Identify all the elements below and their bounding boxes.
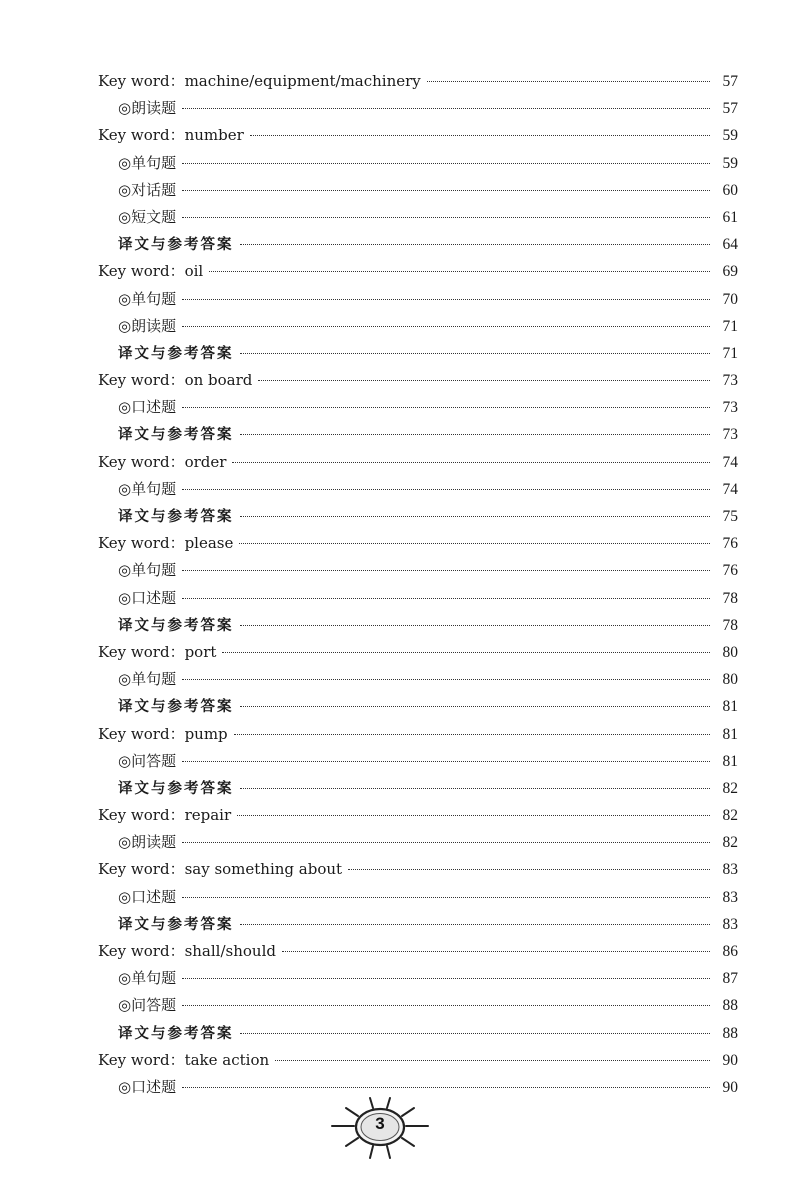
toc-subentry [98,666,738,693]
dot-leader [182,569,710,571]
toc-page-number: 88 [722,1024,738,1042]
toc-page-number: 71 [722,344,738,362]
dot-leader [182,406,710,408]
dot-leader [240,243,711,245]
toc-entry-label: ◎短文题 [118,207,177,226]
toc-keyword-entry [98,856,738,883]
toc-subentry [98,557,738,584]
toc-subentry [98,394,738,421]
toc-subentry [98,204,738,231]
toc-page-number: 87 [722,970,738,988]
dot-leader [240,1032,711,1034]
toc-subentry [98,286,738,313]
dot-leader [240,515,711,517]
toc-page-number: 61 [722,208,738,226]
dot-leader [182,1086,710,1088]
page-number-badge [330,1096,430,1160]
dot-leader [182,678,710,680]
toc-entry-label: 译文与参考答案 [118,508,234,525]
dot-leader [240,433,711,435]
toc-keyword-entry [98,1047,738,1074]
dot-leader [234,733,710,735]
dot-leader [240,624,711,626]
toc-page-number: 90 [722,1078,738,1096]
toc-page-number: 80 [722,643,738,661]
dot-leader [239,542,710,544]
toc-page-number: 76 [722,562,738,580]
toc-entry-label: ◎朗读题 [118,99,177,118]
toc-entry-label: ◎单句题 [118,289,177,308]
toc-keyword-entry [98,68,738,95]
toc-entry-label: 译文与参考答案 [118,915,234,933]
toc-subentry [98,95,738,122]
toc-subentry [98,313,738,340]
toc-page-number: 76 [722,535,738,553]
dot-leader [182,325,710,327]
toc-page-number: 81 [722,698,738,716]
toc-entry-label: ◎朗读题 [118,833,177,852]
toc-page-number: 81 [722,725,738,743]
toc-entry-label: ◎口述题 [118,398,177,417]
toc-answer-entry [98,775,738,802]
toc-entry-label: ◎单句题 [118,153,177,172]
toc-entry-label: Key word：pump [98,724,228,743]
toc-keyword-entry [98,639,738,666]
toc-answer-entry [98,503,738,530]
toc-page-number: 73 [722,399,738,417]
toc-entry-label: ◎问答题 [118,751,177,770]
dot-leader [182,216,710,218]
toc-entry-label: Key word：please [98,534,234,553]
toc-entry-label: ◎对话题 [118,180,177,199]
toc-entry-label: ◎口述题 [118,887,177,906]
toc-page-number: 88 [722,997,738,1015]
toc-answer-entry [98,1020,738,1047]
toc-entry-label: Key word：machine/equipment/machinery [98,72,421,90]
toc-page-number: 82 [722,834,738,852]
toc-entry-label: 译文与参考答案 [118,236,234,254]
dot-leader [240,705,711,707]
toc-entry-label: ◎问答题 [118,996,177,1015]
toc-page-number: 83 [722,915,738,933]
toc-page-number: 90 [722,1051,738,1069]
toc-entry-label: Key word：repair [98,806,232,825]
toc-page-number: 80 [722,671,738,689]
toc-answer-entry [98,421,738,448]
toc-entry-label: ◎单句题 [118,479,177,498]
toc-keyword-entry [98,367,738,394]
dot-leader [182,107,710,109]
dot-leader [282,950,710,952]
dot-leader [182,841,710,843]
dot-leader [182,597,710,599]
dot-leader [237,814,710,816]
toc-entry-label: Key word：number [98,126,244,145]
toc-subentry [98,177,738,204]
toc-entry-label: Key word：oil [98,262,204,281]
toc-keyword-entry [98,530,738,557]
toc-keyword-entry [98,258,738,285]
dot-leader [182,760,710,762]
toc-keyword-entry [98,122,738,149]
toc-entry-label: ◎单句题 [118,561,177,580]
toc-answer-entry [98,231,738,258]
toc-subentry [98,748,738,775]
toc-subentry [98,585,738,612]
dot-leader [182,189,710,191]
toc-page-number: 74 [722,453,738,471]
toc-page-number: 70 [722,290,738,308]
toc-entry-label: ◎单句题 [118,670,177,689]
toc-page-number: 81 [722,752,738,770]
dot-leader [348,868,710,870]
toc-page-number: 82 [722,779,738,797]
dot-leader [240,352,711,354]
toc-page-number: 82 [722,807,738,825]
toc-subentry [98,992,738,1019]
toc-entry-label: 译文与参考答案 [118,344,234,362]
toc-page-number: 59 [722,154,738,172]
dot-leader [232,461,710,463]
toc-page-number: 69 [722,263,738,281]
toc-answer-entry [98,340,738,367]
toc-entry-label: Key word：port [98,642,217,661]
toc-entry-label: ◎单句题 [118,969,177,988]
toc-subentry [98,829,738,856]
page-number: 3 [375,1114,385,1133]
toc-page-number: 59 [722,127,738,145]
toc-answer-entry [98,911,738,938]
dot-leader [209,270,710,272]
toc-page-number: 78 [722,616,738,634]
toc-page-number: 60 [722,181,738,199]
toc-subentry [98,476,738,503]
toc-entry-label: Key word：say something about [98,860,343,879]
toc-page-number: 83 [722,888,738,906]
toc-keyword-entry [98,938,738,965]
toc-keyword-entry [98,802,738,829]
toc-page-number: 74 [722,480,738,498]
table-of-contents [98,68,738,1101]
toc-entry-label: ◎口述题 [118,1077,177,1096]
toc-entry-label: Key word：order [98,452,227,471]
dot-leader [182,896,710,898]
dot-leader [250,134,710,136]
toc-page-number: 71 [722,317,738,335]
toc-entry-label: ◎口述题 [118,588,177,607]
toc-subentry [98,884,738,911]
toc-page-number: 75 [722,508,738,525]
dot-leader [222,651,710,653]
toc-entry-label: 译文与参考答案 [118,779,234,797]
toc-entry-label: 译文与参考答案 [118,426,234,444]
toc-subentry [98,150,738,177]
toc-entry-label: Key word：shall/should [98,942,276,960]
toc-page-number: 86 [722,943,738,960]
toc-keyword-entry [98,449,738,476]
dot-leader [182,1004,710,1006]
toc-entry-label: ◎朗读题 [118,316,177,335]
dot-leader [240,787,711,789]
toc-page-number: 57 [722,100,738,118]
toc-keyword-entry [98,721,738,748]
dot-leader [182,488,710,490]
toc-page-number: 78 [722,589,738,607]
toc-answer-entry [98,693,738,720]
dot-leader [275,1059,710,1061]
toc-page-number: 64 [722,236,738,254]
toc-page-number: 73 [722,426,738,444]
toc-entry-label: 译文与参考答案 [118,616,234,634]
toc-entry-label: 译文与参考答案 [118,1024,234,1042]
toc-page-number: 57 [722,73,738,90]
toc-entry-label: Key word：on board [98,371,253,390]
dot-leader [182,162,710,164]
dot-leader [182,298,710,300]
toc-entry-label: Key word：take action [98,1050,270,1069]
dot-leader [427,80,710,82]
dot-leader [240,923,711,925]
toc-subentry [98,965,738,992]
dot-leader [182,977,710,979]
toc-entry-label: 译文与参考答案 [118,698,234,716]
toc-page-number: 73 [722,372,738,390]
dot-leader [258,379,710,381]
toc-page-number: 83 [722,861,738,879]
toc-answer-entry [98,612,738,639]
